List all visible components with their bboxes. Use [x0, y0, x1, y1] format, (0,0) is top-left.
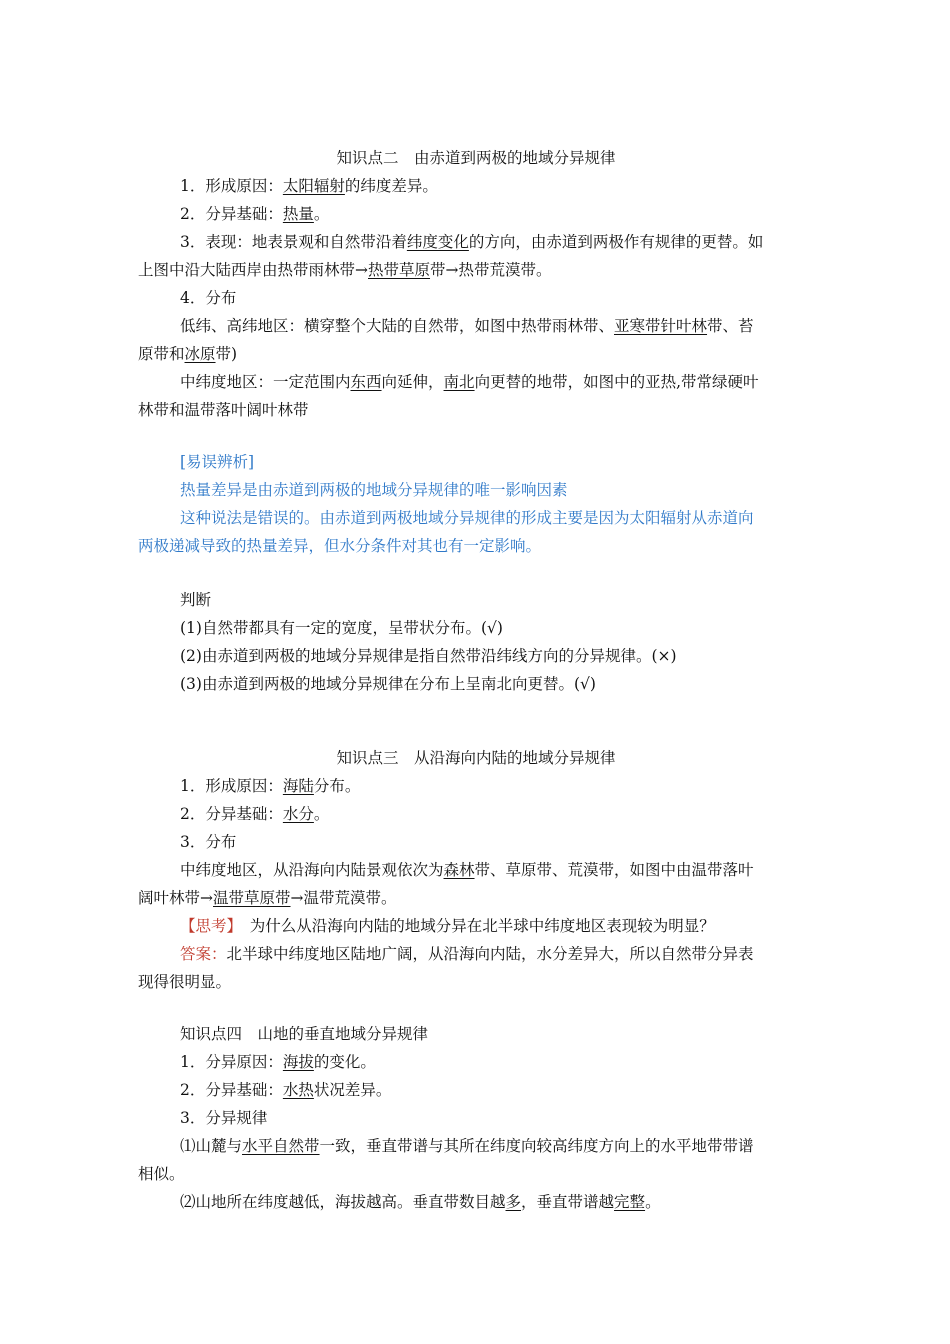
paragraph-line: 3．分异规律 [180, 1109, 268, 1127]
think-tag: 【思考】 [180, 917, 235, 935]
paragraph-line: 阔叶林带→温带草原带→温带荒漠带。 [138, 889, 397, 907]
answer-blank: 东西 [350, 373, 382, 391]
answer-line: 答案：北半球中纬度地区陆地广阔，从沿海向内陆，水分差异大，所以自然带分异表 [180, 945, 754, 963]
paragraph-line: 4．分布 [180, 289, 237, 307]
answer-blank: 海陆 [282, 777, 314, 795]
answer-blank: 纬度变化 [406, 233, 469, 251]
paragraph-line: 1．形成原因：海陆分布。 [180, 777, 361, 795]
answer-blank: 南北 [443, 373, 475, 391]
paragraph-line: 中纬度地区，从沿海向内陆景观依次为森林带、草原带、荒漠带，如图中由温带落叶 [180, 861, 754, 879]
answer-blank: 温带草原带 [213, 889, 291, 907]
paragraph-line: 2．分异基础：水热状况差异。 [180, 1081, 392, 1099]
answer-blank: 亚寒带针叶林 [614, 317, 708, 335]
misconception-statement: 热量差异是由赤道到两极的地域分异规律的唯一影响因素 [180, 481, 568, 499]
answer-line: 现得很明显。 [138, 973, 232, 991]
answer-blank: 热带草原 [368, 261, 431, 279]
answer-blank: 水热 [282, 1081, 314, 1099]
paragraph-line: 2．分异基础：水分。 [180, 805, 330, 823]
answer-blank: 完整 [614, 1193, 646, 1211]
section-title: 知识点三 从沿海向内陆的地域分异规律 [336, 749, 616, 767]
paragraph-line: 相似。 [138, 1165, 185, 1183]
paragraph-line: 3．分布 [180, 833, 237, 851]
answer-blank: 森林 [443, 861, 475, 879]
answer-blank: 海拔 [282, 1053, 314, 1071]
paragraph-line: ⑵山地所在纬度越低，海拔越高。垂直带数目越多，垂直带谱越完整。 [180, 1193, 661, 1211]
judge-item: (2)由赤道到两极的地域分异规律是指自然带沿纬线方向的分异规律。(×) [180, 647, 677, 665]
answer-tag: 答案： [180, 945, 227, 963]
think-question: 【思考】 为什么从沿海向内陆的地域分异在北半球中纬度地区表现较为明显？ [180, 917, 715, 935]
paragraph-line: 3．表现：地表景观和自然带沿着纬度变化的方向，由赤道到两极作有规律的更替。如 [180, 233, 764, 251]
answer-blank: 水平自然带 [242, 1137, 320, 1155]
answer-blank: 太阳辐射 [282, 177, 345, 195]
paragraph-line: 1．形成原因：太阳辐射的纬度差异。 [180, 177, 438, 195]
answer-blank: 冰原 [184, 345, 216, 363]
paragraph-line: 上图中沿大陆西岸由热带雨林带→热带草原带→热带荒漠带。 [138, 261, 552, 279]
paragraph-line: 1．分异原因：海拔的变化。 [180, 1053, 376, 1071]
answer-blank: 热量 [282, 205, 314, 223]
paragraph-line: 2．分异基础：热量。 [180, 205, 330, 223]
section-title: 知识点四 山地的垂直地域分异规律 [180, 1025, 429, 1043]
paragraph-line: ⑴山麓与水平自然带一致，垂直带谱与其所在纬度向较高纬度方向上的水平地带带谱 [180, 1137, 754, 1155]
paragraph-line: 中纬度地区：一定范围内东西向延伸，南北向更替的地带，如图中的亚热,带常绿硬叶 [180, 373, 759, 391]
misconception-explanation: 两极递减导致的热量差异，但水分条件对其也有一定影响。 [138, 537, 542, 555]
misconception-label: [易误辨析] [180, 453, 255, 471]
paragraph-line: 原带和冰原带) [138, 345, 238, 363]
paragraph-line: 林带和温带落叶阔叶林带 [138, 401, 309, 419]
section-title: 知识点二 由赤道到两极的地域分异规律 [336, 149, 616, 167]
answer-blank: 多 [505, 1193, 522, 1211]
judge-item: (1)自然带都具有一定的宽度，呈带状分布。(√) [180, 619, 503, 637]
judge-item: (3)由赤道到两极的地域分异规律在分布上呈南北向更替。(√) [180, 675, 596, 693]
paragraph-line: 低纬、高纬地区：横穿整个大陆的自然带，如图中热带雨林带、亚寒带针叶林带、苔 [180, 317, 754, 335]
misconception-explanation: 这种说法是错误的。由赤道到两极地域分异规律的形成主要是因为太阳辐射从赤道向 [180, 509, 754, 527]
answer-blank: 水分 [282, 805, 314, 823]
judge-title: 判断 [180, 591, 212, 609]
